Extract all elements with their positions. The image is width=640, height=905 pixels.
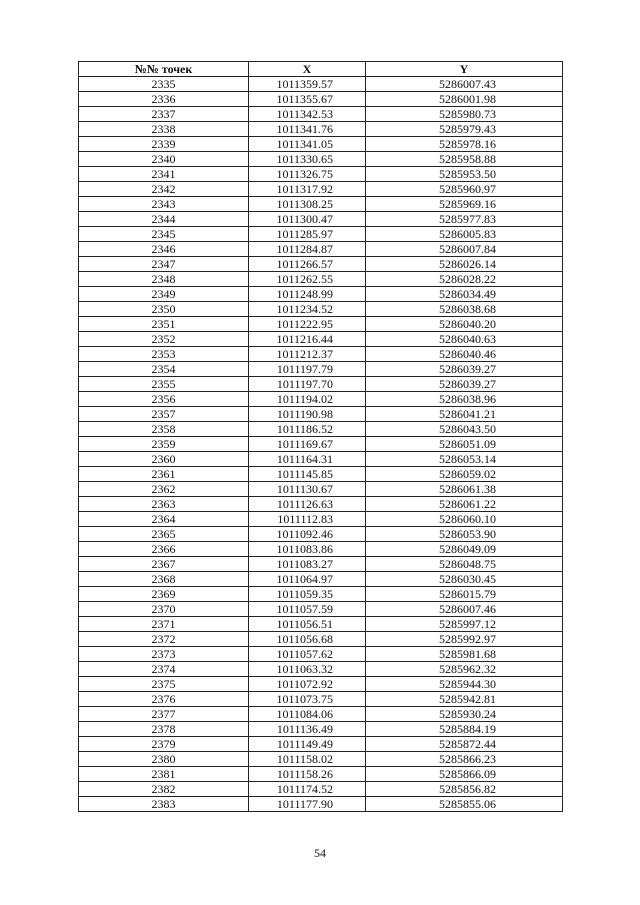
x-coordinate-cell: 1011174.52 xyxy=(249,782,366,797)
point-number-cell: 2341 xyxy=(79,167,249,182)
y-coordinate-cell: 5285978.16 xyxy=(366,137,563,152)
x-coordinate-cell: 1011197.70 xyxy=(249,377,366,392)
table-row xyxy=(79,92,563,107)
x-coordinate-cell: 1011130.67 xyxy=(249,482,366,497)
point-number-cell: 2356 xyxy=(79,392,249,407)
table-row xyxy=(79,587,563,602)
x-coordinate-cell: 1011072.92 xyxy=(249,677,366,692)
table-row xyxy=(79,152,563,167)
table-row xyxy=(79,317,563,332)
point-number-cell: 2355 xyxy=(79,377,249,392)
x-coordinate-cell: 1011092.46 xyxy=(249,527,366,542)
y-coordinate-cell: 5285884.19 xyxy=(366,722,563,737)
point-number-cell: 2369 xyxy=(79,587,249,602)
table-row xyxy=(79,77,563,92)
y-coordinate-cell: 5285981.68 xyxy=(366,647,563,662)
table-row xyxy=(79,107,563,122)
y-coordinate-cell: 5286005.83 xyxy=(366,227,563,242)
point-number-cell: 2364 xyxy=(79,512,249,527)
table-row xyxy=(79,722,563,737)
x-coordinate-cell: 1011158.26 xyxy=(249,767,366,782)
y-coordinate-cell: 5285980.73 xyxy=(366,107,563,122)
table-row xyxy=(79,167,563,182)
y-coordinate-cell: 5285866.23 xyxy=(366,752,563,767)
y-coordinate-cell: 5286039.27 xyxy=(366,362,563,377)
x-coordinate-cell: 1011083.27 xyxy=(249,557,366,572)
header-point-number: №№ точек xyxy=(79,62,249,77)
y-coordinate-cell: 5285992.97 xyxy=(366,632,563,647)
table-row xyxy=(79,752,563,767)
y-coordinate-cell: 5286038.96 xyxy=(366,392,563,407)
x-coordinate-cell: 1011341.76 xyxy=(249,122,366,137)
y-coordinate-cell: 5285944.30 xyxy=(366,677,563,692)
point-number-cell: 2371 xyxy=(79,617,249,632)
x-coordinate-cell: 1011126.63 xyxy=(249,497,366,512)
table-row xyxy=(79,482,563,497)
point-number-cell: 2374 xyxy=(79,662,249,677)
coordinates-table xyxy=(78,61,563,812)
point-number-cell: 2376 xyxy=(79,692,249,707)
y-coordinate-cell: 5285977.83 xyxy=(366,212,563,227)
x-coordinate-cell: 1011262.55 xyxy=(249,272,366,287)
table-row xyxy=(79,497,563,512)
x-coordinate-cell: 1011248.99 xyxy=(249,287,366,302)
point-number-cell: 2339 xyxy=(79,137,249,152)
y-coordinate-cell: 5286030.45 xyxy=(366,572,563,587)
table-row xyxy=(79,287,563,302)
table-row xyxy=(79,542,563,557)
y-coordinate-cell: 5285969.16 xyxy=(366,197,563,212)
x-coordinate-cell: 1011169.67 xyxy=(249,437,366,452)
y-coordinate-cell: 5286041.21 xyxy=(366,407,563,422)
y-coordinate-cell: 5286001.98 xyxy=(366,92,563,107)
point-number-cell: 2336 xyxy=(79,92,249,107)
y-coordinate-cell: 5286061.38 xyxy=(366,482,563,497)
x-coordinate-cell: 1011056.68 xyxy=(249,632,366,647)
point-number-cell: 2348 xyxy=(79,272,249,287)
table-header xyxy=(79,62,563,77)
x-coordinate-cell: 1011216.44 xyxy=(249,332,366,347)
table-row xyxy=(79,767,563,782)
table-row xyxy=(79,137,563,152)
y-coordinate-cell: 5286039.27 xyxy=(366,377,563,392)
point-number-cell: 2380 xyxy=(79,752,249,767)
y-coordinate-cell: 5286034.49 xyxy=(366,287,563,302)
x-coordinate-cell: 1011285.97 xyxy=(249,227,366,242)
point-number-cell: 2347 xyxy=(79,257,249,272)
table-row xyxy=(79,347,563,362)
x-coordinate-cell: 1011355.67 xyxy=(249,92,366,107)
x-coordinate-cell: 1011112.83 xyxy=(249,512,366,527)
y-coordinate-cell: 5286007.84 xyxy=(366,242,563,257)
point-number-cell: 2365 xyxy=(79,527,249,542)
point-number-cell: 2367 xyxy=(79,557,249,572)
table-row xyxy=(79,182,563,197)
point-number-cell: 2363 xyxy=(79,497,249,512)
x-coordinate-cell: 1011063.32 xyxy=(249,662,366,677)
x-coordinate-cell: 1011084.06 xyxy=(249,707,366,722)
y-coordinate-cell: 5285997.12 xyxy=(366,617,563,632)
table-row xyxy=(79,197,563,212)
y-coordinate-cell: 5285960.97 xyxy=(366,182,563,197)
x-coordinate-cell: 1011212.37 xyxy=(249,347,366,362)
x-coordinate-cell: 1011308.25 xyxy=(249,197,366,212)
table-row xyxy=(79,242,563,257)
x-coordinate-cell: 1011083.86 xyxy=(249,542,366,557)
point-number-cell: 2351 xyxy=(79,317,249,332)
table-row xyxy=(79,677,563,692)
y-coordinate-cell: 5285962.32 xyxy=(366,662,563,677)
x-coordinate-cell: 1011317.92 xyxy=(249,182,366,197)
point-number-cell: 2337 xyxy=(79,107,249,122)
header-y: Y xyxy=(366,62,563,77)
point-number-cell: 2340 xyxy=(79,152,249,167)
point-number-cell: 2360 xyxy=(79,452,249,467)
point-number-cell: 2366 xyxy=(79,542,249,557)
y-coordinate-cell: 5286007.43 xyxy=(366,77,563,92)
table-row xyxy=(79,362,563,377)
point-number-cell: 2346 xyxy=(79,242,249,257)
page-number: 54 xyxy=(314,846,326,860)
x-coordinate-cell: 1011326.75 xyxy=(249,167,366,182)
y-coordinate-cell: 5285872.44 xyxy=(366,737,563,752)
table-row xyxy=(79,692,563,707)
x-coordinate-cell: 1011186.52 xyxy=(249,422,366,437)
table-row xyxy=(79,122,563,137)
point-number-cell: 2352 xyxy=(79,332,249,347)
header-x: X xyxy=(249,62,366,77)
x-coordinate-cell: 1011197.79 xyxy=(249,362,366,377)
y-coordinate-cell: 5285953.50 xyxy=(366,167,563,182)
point-number-cell: 2350 xyxy=(79,302,249,317)
y-coordinate-cell: 5286028.22 xyxy=(366,272,563,287)
x-coordinate-cell: 1011300.47 xyxy=(249,212,366,227)
y-coordinate-cell: 5285979.43 xyxy=(366,122,563,137)
x-coordinate-cell: 1011136.49 xyxy=(249,722,366,737)
table-row xyxy=(79,527,563,542)
y-coordinate-cell: 5286051.09 xyxy=(366,437,563,452)
point-number-cell: 2358 xyxy=(79,422,249,437)
table-body xyxy=(79,77,563,812)
x-coordinate-cell: 1011057.62 xyxy=(249,647,366,662)
y-coordinate-cell: 5286015.79 xyxy=(366,587,563,602)
table-row xyxy=(79,332,563,347)
y-coordinate-cell: 5285856.82 xyxy=(366,782,563,797)
y-coordinate-cell: 5285958.88 xyxy=(366,152,563,167)
x-coordinate-cell: 1011064.97 xyxy=(249,572,366,587)
x-coordinate-cell: 1011158.02 xyxy=(249,752,366,767)
y-coordinate-cell: 5285942.81 xyxy=(366,692,563,707)
table-row xyxy=(79,422,563,437)
table-row xyxy=(79,662,563,677)
y-coordinate-cell: 5286040.63 xyxy=(366,332,563,347)
table-row xyxy=(79,632,563,647)
x-coordinate-cell: 1011342.53 xyxy=(249,107,366,122)
table-row xyxy=(79,707,563,722)
x-coordinate-cell: 1011057.59 xyxy=(249,602,366,617)
y-coordinate-cell: 5286053.14 xyxy=(366,452,563,467)
point-number-cell: 2377 xyxy=(79,707,249,722)
point-number-cell: 2372 xyxy=(79,632,249,647)
x-coordinate-cell: 1011222.95 xyxy=(249,317,366,332)
table-row xyxy=(79,572,563,587)
point-number-cell: 2382 xyxy=(79,782,249,797)
table-row xyxy=(79,602,563,617)
y-coordinate-cell: 5286040.20 xyxy=(366,317,563,332)
x-coordinate-cell: 1011056.51 xyxy=(249,617,366,632)
point-number-cell: 2345 xyxy=(79,227,249,242)
y-coordinate-cell: 5285855.06 xyxy=(366,797,563,812)
point-number-cell: 2343 xyxy=(79,197,249,212)
point-number-cell: 2344 xyxy=(79,212,249,227)
table-row xyxy=(79,467,563,482)
x-coordinate-cell: 1011149.49 xyxy=(249,737,366,752)
x-coordinate-cell: 1011145.85 xyxy=(249,467,366,482)
point-number-cell: 2349 xyxy=(79,287,249,302)
y-coordinate-cell: 5286026.14 xyxy=(366,257,563,272)
x-coordinate-cell: 1011194.02 xyxy=(249,392,366,407)
point-number-cell: 2370 xyxy=(79,602,249,617)
y-coordinate-cell: 5285930.24 xyxy=(366,707,563,722)
table-row xyxy=(79,407,563,422)
table-row xyxy=(79,437,563,452)
table-row xyxy=(79,647,563,662)
table-row xyxy=(79,272,563,287)
point-number-cell: 2373 xyxy=(79,647,249,662)
point-number-cell: 2354 xyxy=(79,362,249,377)
table-row xyxy=(79,257,563,272)
table-row xyxy=(79,617,563,632)
point-number-cell: 2383 xyxy=(79,797,249,812)
point-number-cell: 2375 xyxy=(79,677,249,692)
point-number-cell: 2342 xyxy=(79,182,249,197)
point-number-cell: 2362 xyxy=(79,482,249,497)
x-coordinate-cell: 1011234.52 xyxy=(249,302,366,317)
y-coordinate-cell: 5286061.22 xyxy=(366,497,563,512)
table-row xyxy=(79,392,563,407)
table-row xyxy=(79,797,563,812)
table-row xyxy=(79,212,563,227)
point-number-cell: 2361 xyxy=(79,467,249,482)
x-coordinate-cell: 1011266.57 xyxy=(249,257,366,272)
x-coordinate-cell: 1011059.35 xyxy=(249,587,366,602)
point-number-cell: 2335 xyxy=(79,77,249,92)
y-coordinate-cell: 5286060.10 xyxy=(366,512,563,527)
point-number-cell: 2368 xyxy=(79,572,249,587)
point-number-cell: 2379 xyxy=(79,737,249,752)
x-coordinate-cell: 1011190.98 xyxy=(249,407,366,422)
point-number-cell: 2353 xyxy=(79,347,249,362)
point-number-cell: 2359 xyxy=(79,437,249,452)
y-coordinate-cell: 5285866.09 xyxy=(366,767,563,782)
table-row xyxy=(79,512,563,527)
y-coordinate-cell: 5286053.90 xyxy=(366,527,563,542)
x-coordinate-cell: 1011284.87 xyxy=(249,242,366,257)
y-coordinate-cell: 5286048.75 xyxy=(366,557,563,572)
x-coordinate-cell: 1011177.90 xyxy=(249,797,366,812)
x-coordinate-cell: 1011359.57 xyxy=(249,77,366,92)
table-row xyxy=(79,227,563,242)
y-coordinate-cell: 5286007.46 xyxy=(366,602,563,617)
x-coordinate-cell: 1011073.75 xyxy=(249,692,366,707)
point-number-cell: 2357 xyxy=(79,407,249,422)
table-row xyxy=(79,452,563,467)
table-row xyxy=(79,302,563,317)
y-coordinate-cell: 5286049.09 xyxy=(366,542,563,557)
table-row xyxy=(79,782,563,797)
x-coordinate-cell: 1011341.05 xyxy=(249,137,366,152)
point-number-cell: 2381 xyxy=(79,767,249,782)
point-number-cell: 2378 xyxy=(79,722,249,737)
y-coordinate-cell: 5286059.02 xyxy=(366,467,563,482)
y-coordinate-cell: 5286043.50 xyxy=(366,422,563,437)
table-row xyxy=(79,557,563,572)
point-number-cell: 2338 xyxy=(79,122,249,137)
table-row xyxy=(79,377,563,392)
y-coordinate-cell: 5286040.46 xyxy=(366,347,563,362)
x-coordinate-cell: 1011164.31 xyxy=(249,452,366,467)
x-coordinate-cell: 1011330.65 xyxy=(249,152,366,167)
table-row xyxy=(79,737,563,752)
y-coordinate-cell: 5286038.68 xyxy=(366,302,563,317)
header-row xyxy=(79,62,563,77)
